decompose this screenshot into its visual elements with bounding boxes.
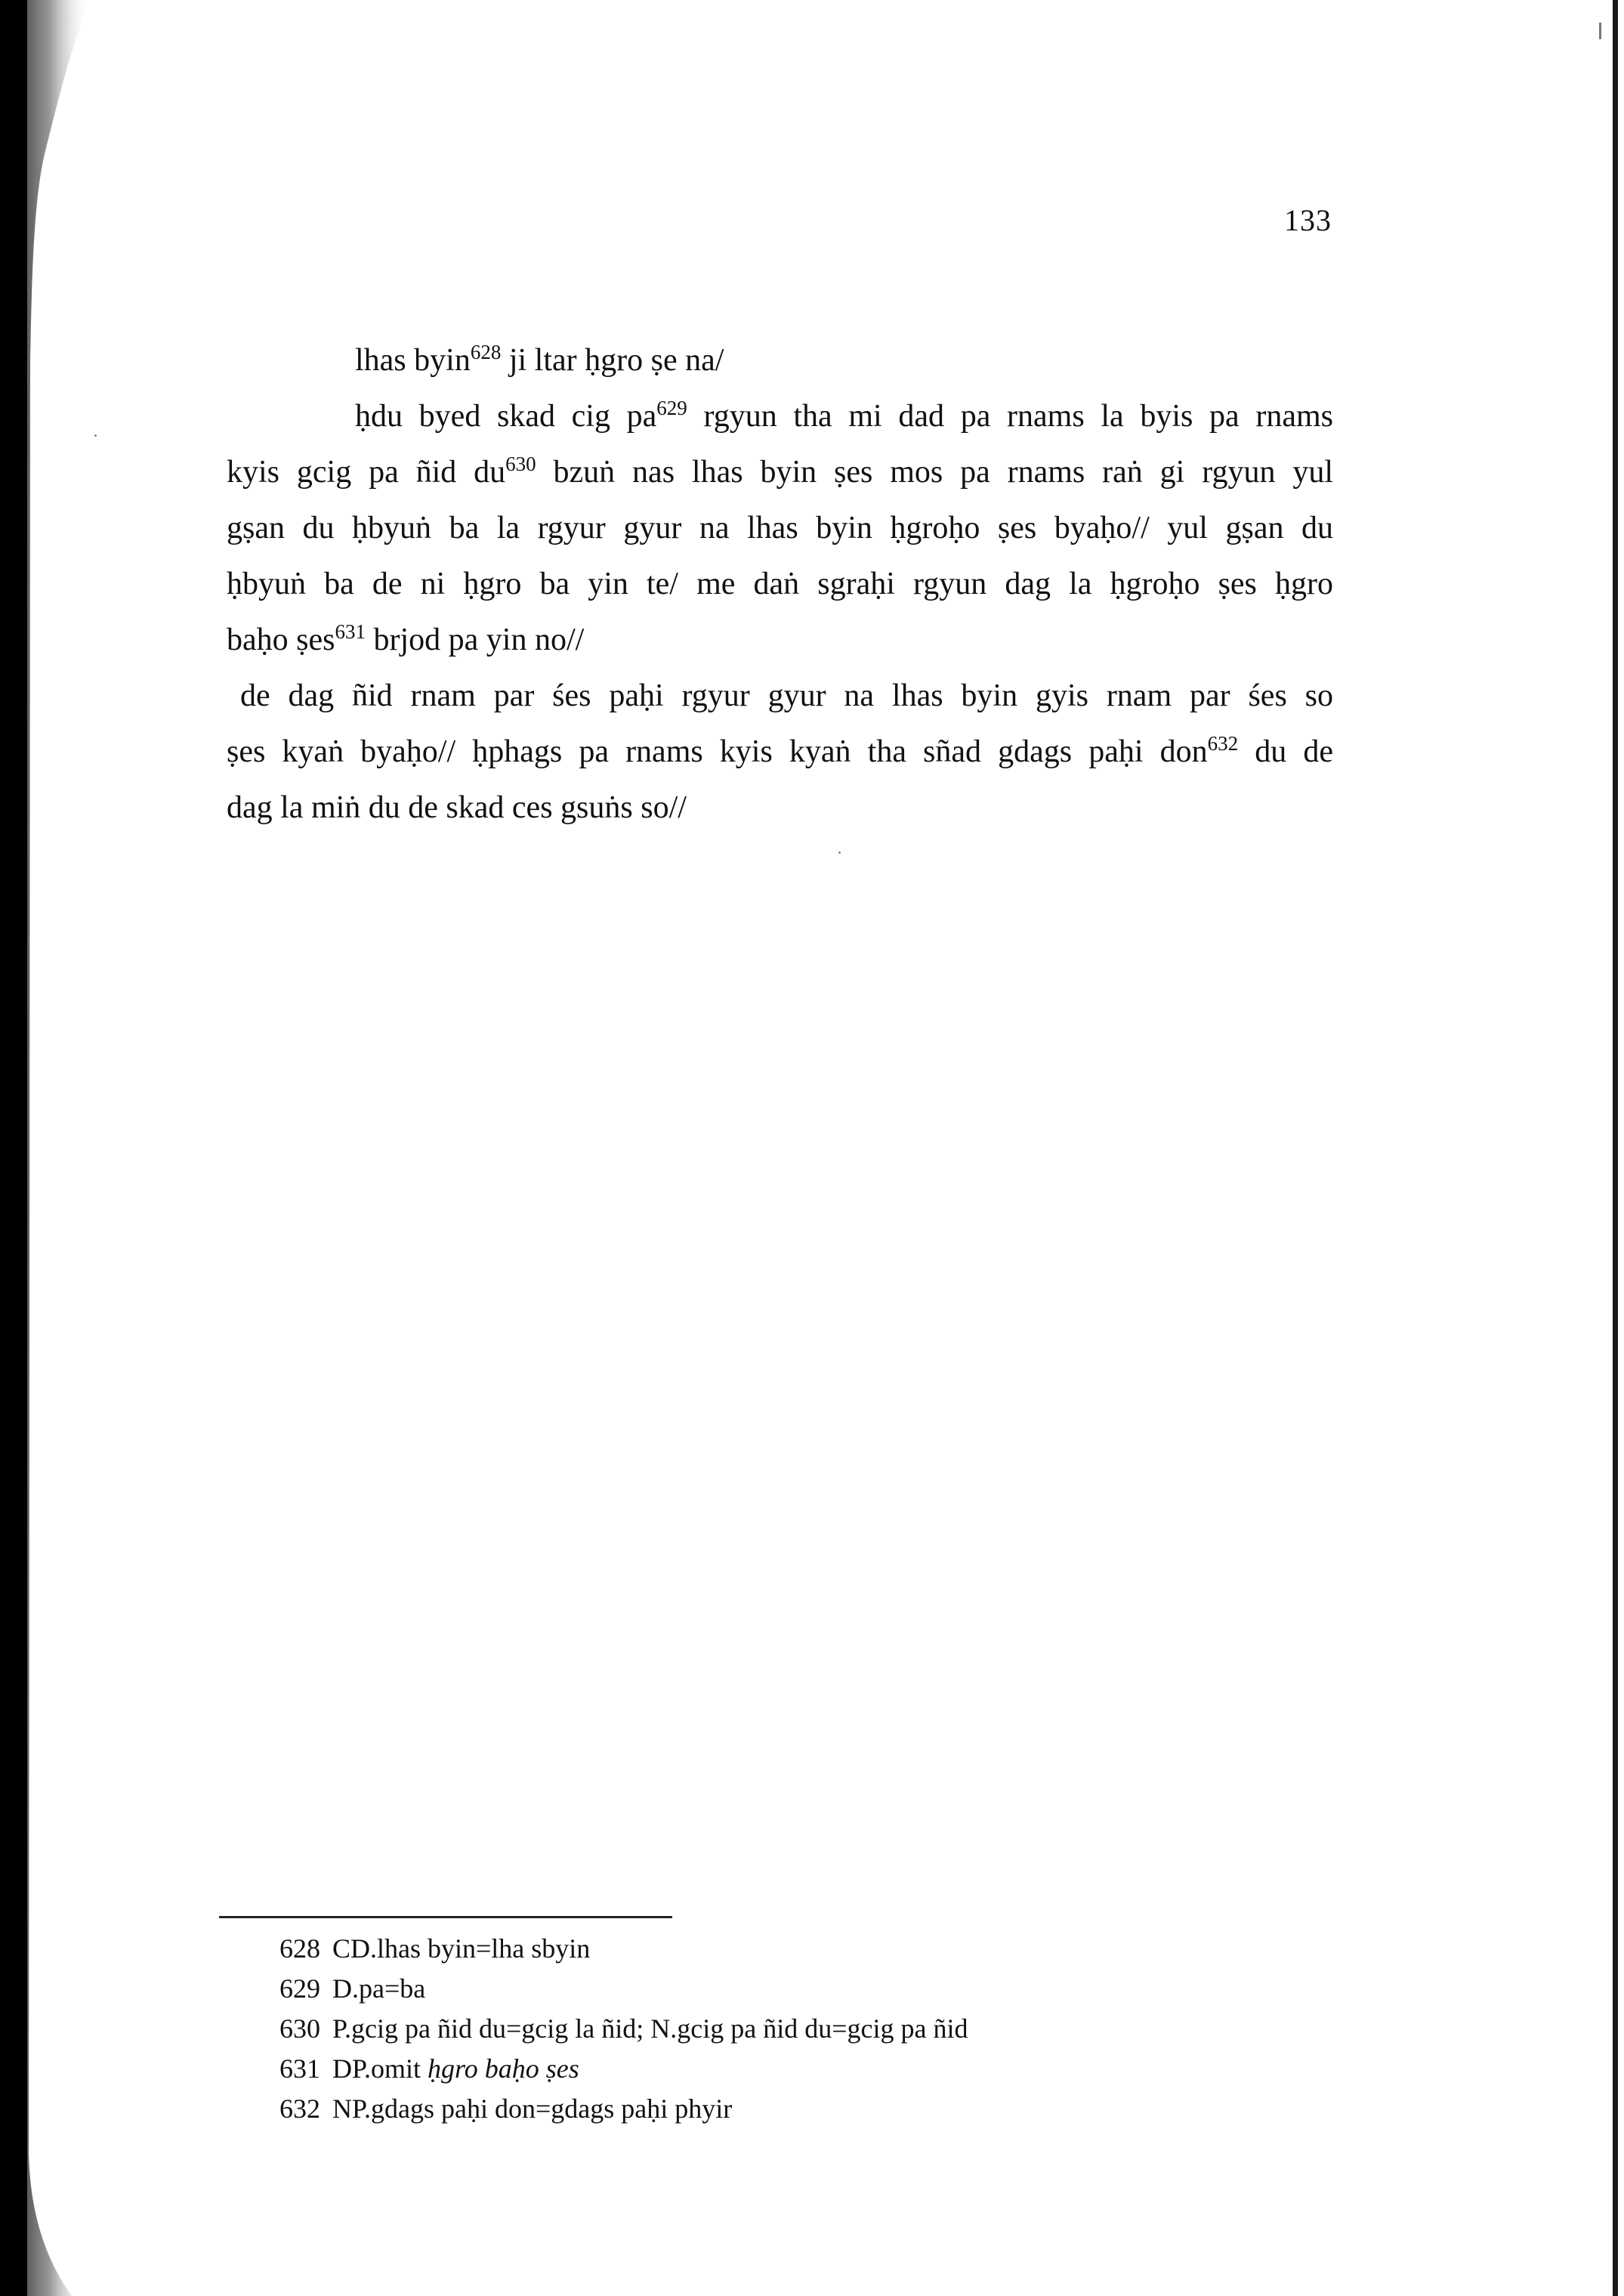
scan-speck — [94, 434, 97, 437]
footnote: 629 D.pa=ba — [279, 1973, 426, 2004]
text-line: dag la miṅ du de skad ces gsuṅs so// — [227, 790, 687, 825]
footnotes — [279, 1929, 968, 2129]
scan-speck — [838, 851, 841, 854]
footnote-ref: 629 — [656, 397, 687, 419]
text-line: ḥbyuṅ ba de ni ḥgro ba yin te/ me daṅ sgraḥi rgyun dag la ḥgroḥo ṣes ḥgro — [227, 567, 1333, 601]
footnote-ref: 632 — [1207, 732, 1239, 755]
text-line: ṣes kyaṅ byaḥo// ḥphags pa rnams kyis kyaṅ tha sñad gdags paḥi don$^{632}$ du de — [227, 732, 1333, 769]
text-line: lhas byin$^{628}$ ji ltar ḥgro ṣe na/ — [355, 341, 724, 378]
footnote-ref: 630 — [505, 453, 536, 475]
text-line: gṣan du ḥbyuṅ ba la rgyur gyur na lhas byin ḥgroḥo ṣes byaḥo// yul gṣan du — [227, 511, 1333, 545]
page-edge-mark — [1599, 23, 1601, 39]
footnote: 628 CD.lhas byin=lha sbyin — [279, 1933, 591, 1964]
text-line: kyis gcig pa ñid $du^{630}$ bzuṅ nas lhas byin ṣes mos pa rnams raṅ gi rgyun yul — [227, 453, 1333, 490]
footnote: 631 DP.omit ḥgro baḥo ṣes — [279, 2053, 579, 2084]
footnote-ref: 631 — [335, 620, 366, 643]
page-number: 133 — [1284, 203, 1332, 237]
text-line: baḥo ṣes$^{631}$ brjod pa yin no// — [227, 620, 585, 657]
main-text — [227, 332, 1333, 836]
binding-shadow — [0, 0, 98, 2296]
text-line: ḥdu byed skad cig $pa^{629}$ rgyun tha mi dad pa rnams la byis pa rnams — [355, 397, 1333, 434]
page-edge-line — [1613, 0, 1618, 2296]
footnote: 632 NP.gdags paḥi don=gdags paḥi phyir — [279, 2094, 733, 2124]
footnote: 630 P.gcig pa ñid du=gcig la ñid; N.gcig pa ñid du=gcig pa ñid — [279, 2013, 968, 2044]
footnote-ref: 628 — [470, 341, 502, 363]
footnote-rule — [219, 1916, 672, 1918]
text-line: de dag ñid rnam par śes paḥi rgyur gyur na lhas byin gyis rnam par śes so — [240, 678, 1333, 713]
